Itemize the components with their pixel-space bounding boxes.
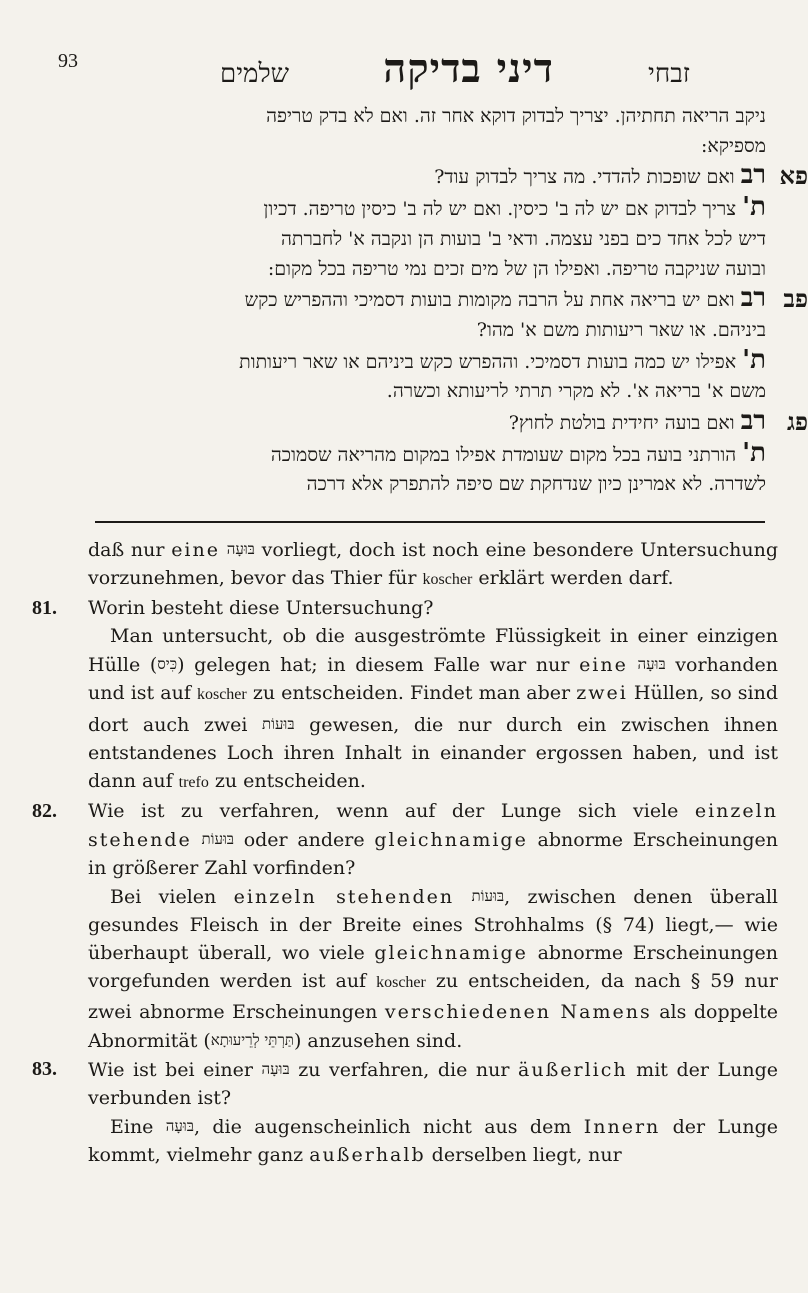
spaced-emphasis: äußerlich <box>518 1058 628 1081</box>
question <box>32 797 778 882</box>
header-left-word: שלמים <box>220 59 290 89</box>
text-run: ) gelegen hat; in diesem Falle war nur <box>177 654 580 677</box>
latin-term: koscher <box>422 571 473 589</box>
spaced-emphasis: zwei <box>576 682 628 705</box>
text-run <box>220 539 227 561</box>
hebrew-line <box>96 102 766 132</box>
hebrew-line <box>96 439 766 471</box>
spaced-emphasis: verschiedenen Namens <box>384 1000 652 1023</box>
hebrew-term: בּוּעָה <box>637 655 666 674</box>
speaker-mark: ת' <box>742 344 766 375</box>
hebrew-line <box>96 225 766 255</box>
text-run: gewesen, die nur durch ein zwischen ihnen entstandenes Loch ihren Inhalt in einander ergossen haben, und ist dann auf <box>88 713 778 792</box>
text-run: als doppelte Abnormität ( <box>88 1000 779 1052</box>
hebrew-line-text: ובועה שניקבה טריפה. ואפילו הן של מים זכים נמי טריפה בכל מקום: <box>267 257 766 280</box>
section-number: פג <box>787 407 808 437</box>
hebrew-line-text: משם א' בריאה א'. לא מקרי תרתי לריעותא וכשרה. <box>386 380 766 403</box>
answer <box>88 1112 778 1169</box>
speaker-mark: ת' <box>742 192 766 223</box>
hebrew-line-text: מספיקא: <box>701 134 766 157</box>
question-text <box>88 800 778 879</box>
section-number: פא <box>779 161 808 191</box>
hebrew-term: בּוּעָה <box>226 540 255 558</box>
hebrew-line-text: לשדרה. לא אמרינן כיון שנדחקת שם סיפה להתפרק אלא דרכה <box>306 473 766 496</box>
text-run: zu verfahren, die nur <box>289 1058 518 1081</box>
hebrew-term: בּוּעָה <box>261 1059 290 1078</box>
question <box>32 1055 778 1112</box>
text-run: , zwischen denen überall gesundes Fleisch in der Breite eines Strohhalms (§ 74) liegt,— wie überhaupt überall, wo viele <box>88 886 779 965</box>
answer <box>88 882 778 1055</box>
text-run: abnorme Erscheinungen vorgefunden werden ist auf <box>88 942 779 993</box>
answer <box>88 622 778 797</box>
hebrew-line <box>96 346 766 378</box>
text-run: , die augenscheinlich nicht aus dem <box>193 1115 584 1138</box>
hebrew-line-text: ניקב הריאה תחתיהן. יצריך לבדוק דוקא אחר זה. ואם לא בדק טריפה <box>266 105 766 127</box>
question-number: 82. <box>32 799 57 822</box>
spaced-emphasis: gleichnamige <box>374 828 528 851</box>
hebrew-term: בּוּעוֹת <box>201 829 235 848</box>
hebrew-line-text: דיש לכל אחד כים בפני עצמה. ודאי ב' בועות הן ונקבה א' לחברתה <box>280 227 766 250</box>
latin-term: koscher <box>196 686 247 704</box>
hebrew-line-text: הורתני בועה בכל מקום שעומדת אפילו במקום מהריאה שסמוכה <box>270 443 737 466</box>
text-run: vorliegt, doch ist noch eine besondere Untersuchung vorzunehmen, bevor das Thier für <box>88 539 778 590</box>
question-number: 83. <box>32 1057 57 1080</box>
hebrew-line-text: ביניהם. או שאר ריעותות משם א' מהו? <box>476 318 766 341</box>
text-run: ) anzusehen sind. <box>293 1029 463 1052</box>
hebrew-line-text: ואם בועה יחידית בולטת לחוץ? <box>508 412 735 435</box>
hebrew-term: בּוּעָה <box>165 1116 194 1135</box>
speaker-mark: רב <box>740 406 766 437</box>
hebrew-line <box>96 377 766 407</box>
hebrew-term: בּוּעוֹת <box>262 714 295 733</box>
text-run <box>192 829 202 851</box>
hebrew-text-block <box>96 102 808 500</box>
text-run: mit der Lunge verbunden ist? <box>88 1058 778 1109</box>
hebrew-line <box>96 283 808 316</box>
section-number: פב <box>783 284 808 314</box>
hebrew-line <box>96 193 766 225</box>
german-text-block <box>32 535 779 1169</box>
page-number: 93 <box>58 50 78 72</box>
spaced-emphasis: einzeln stehende <box>88 799 778 851</box>
text-run: zu entscheiden, da nach § 59 nur zwei abnorme Erscheinungen <box>88 970 778 1023</box>
spaced-emphasis: eine <box>579 654 628 677</box>
text-run: vorhanden und ist auf <box>88 654 779 705</box>
question <box>32 594 778 622</box>
text-run <box>628 654 638 676</box>
hebrew-line-text: אפילו יש כמה בועות דסמיכי. וההפרש כקש ביניהם או שאר ריעותות <box>239 350 737 373</box>
text-run: Worin besteht diese Untersuchung? <box>88 597 434 620</box>
hebrew-line <box>96 255 766 285</box>
text-run: oder andere <box>234 828 375 851</box>
hebrew-line <box>96 470 766 500</box>
text-run: Eine <box>110 1115 166 1138</box>
header-title: דיני בדיקה <box>383 45 554 92</box>
hebrew-line <box>96 160 808 193</box>
hebrew-term: בּוּעוֹת <box>471 887 505 906</box>
latin-term: koscher <box>376 974 426 992</box>
question-text <box>88 1059 778 1109</box>
text-run: zu entscheiden. <box>208 769 366 792</box>
speaker-mark: רב <box>740 160 766 191</box>
hebrew-line-text: ואם יש בריאה אחת על הרבה מקומות בועות דסמיכי וההפריש כקש <box>244 289 735 312</box>
spaced-emphasis: eine <box>171 539 220 561</box>
hebrew-term: תַּרְתֵּי לְרֵיעוּתָא <box>210 1030 294 1049</box>
header-right-word: זבחי <box>648 59 690 89</box>
hebrew-line <box>96 316 766 346</box>
text-run: Wie ist zu verfahren, wenn auf der Lunge sich viele <box>88 799 695 822</box>
running-header <box>220 45 690 92</box>
text-run: der Lunge kommt, vielmehr ganz <box>88 1115 778 1166</box>
spaced-emphasis: außerhalb <box>309 1143 426 1166</box>
text-run: Hüllen, so sind dort auch zwei <box>88 682 778 736</box>
text-run: Man untersucht, ob die ausgeströmte Flüssigkeit in einer einzigen Hülle ( <box>88 625 778 677</box>
question-number: 81. <box>32 597 57 620</box>
text-run: erklärt werden darf. <box>472 567 674 590</box>
spaced-emphasis: Innern <box>583 1115 661 1138</box>
text-run: abnorme Erscheinungen in größerer Zahl vorfinden? <box>88 828 778 880</box>
hebrew-line-text: צריך לבדוק אם יש לה ב' כיסין. ואם יש לה ב' כיסין טריפה. דכיון <box>263 198 737 221</box>
hebrew-line <box>96 406 808 439</box>
speaker-mark: ת' <box>742 437 766 468</box>
text-run: derselben liegt, nur <box>425 1143 622 1166</box>
german-intro-paragraph <box>88 535 778 594</box>
divider-rule <box>95 521 765 523</box>
hebrew-term: כִּיס <box>157 655 178 674</box>
text-run: Wie ist bei einer <box>88 1058 262 1081</box>
spaced-emphasis: gleichnamige <box>374 942 528 965</box>
hebrew-line <box>96 132 766 162</box>
latin-term: trefo <box>178 773 209 791</box>
spaced-emphasis: einzeln stehenden <box>233 886 455 909</box>
text-run: daß nur <box>88 539 172 561</box>
text-run <box>454 886 471 908</box>
text-run: Bei vielen <box>110 886 234 909</box>
question-text <box>88 597 433 619</box>
hebrew-line-text: ואם שופכות להדדי. מה צריך לבדוק עוד? <box>434 166 735 189</box>
speaker-mark: רב <box>740 283 766 314</box>
text-run: zu entscheiden. Findet man aber <box>246 682 577 705</box>
